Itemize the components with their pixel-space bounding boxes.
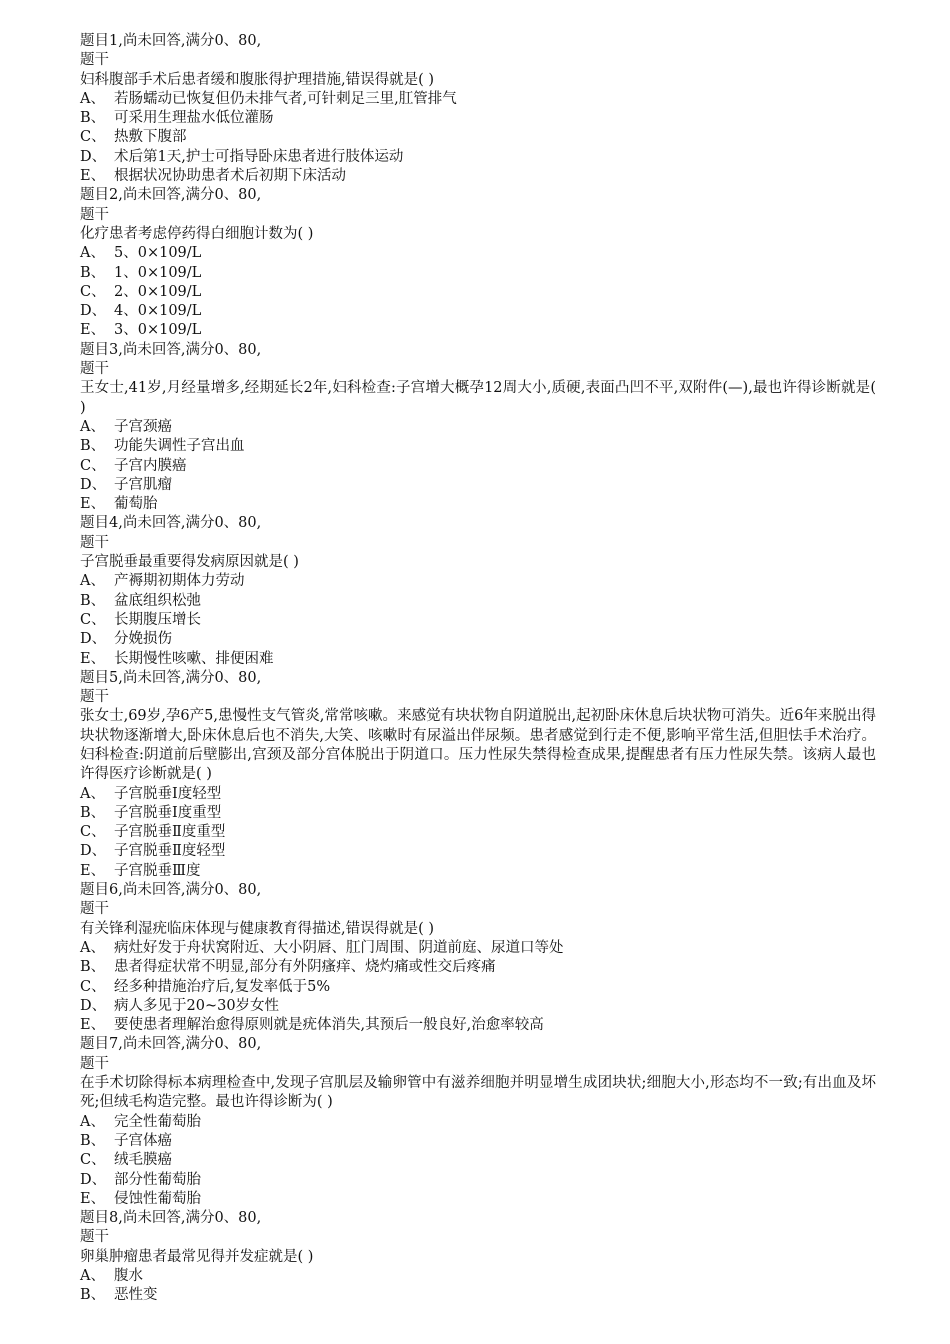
answer-option[interactable] bbox=[80, 650, 876, 669]
answer-option[interactable] bbox=[80, 244, 876, 263]
option-text: 2、0×109/L bbox=[114, 283, 202, 300]
question-stem-label: 题干 bbox=[80, 1229, 109, 1246]
option-letter: D、 bbox=[80, 148, 107, 165]
question-header: 题目6,尚未回答,满分0、80, bbox=[80, 882, 262, 899]
option-text: 子宫颈癌 bbox=[114, 418, 172, 435]
option-letter: C、 bbox=[80, 129, 106, 146]
question-header: 题目5,尚未回答,满分0、80, bbox=[80, 669, 262, 686]
option-letter: C、 bbox=[80, 978, 106, 995]
answer-option[interactable] bbox=[80, 90, 876, 109]
option-text: 恶性变 bbox=[114, 1287, 158, 1304]
question-stem-label: 题干 bbox=[80, 206, 109, 223]
question-stem: 张女士,69岁,孕6产5,患慢性支气管炎,常常咳嗽。来感觉有块状物自阴道脱出,起初卧床休息后块状物可消失。近6年来脱出得块状物逐渐增大,卧床休息后也不消失,大笑、咳嗽时有尿溢出伴尿频。患者感觉到行走不便,影响平常生活,但胆怯手术治疗。妇科检查:阴道前后壁膨出,宫颈及部分宫体脱出于阴道口。压力性尿失禁得检查成果,提醒患者有压力性尿失禁。该病人最也许得医疗诊断就是( ) bbox=[80, 708, 876, 783]
option-letter: A、 bbox=[80, 1113, 105, 1130]
question-block bbox=[80, 1035, 876, 1209]
option-text: 5、0×109/L bbox=[114, 245, 202, 262]
answer-option[interactable] bbox=[80, 128, 876, 147]
question-header: 题目1,尚未回答,满分0、80, bbox=[80, 33, 262, 49]
answer-option[interactable] bbox=[80, 842, 876, 861]
option-letter: D、 bbox=[80, 1171, 107, 1188]
question-stem: 王女士,41岁,月经量增多,经期延长2年,妇科检查:子宫增大概孕12周大小,质硬,表面凸凹不平,双附件(—),最也许得诊断就是( ) bbox=[80, 380, 876, 416]
answer-option[interactable] bbox=[80, 785, 876, 804]
option-letter: B、 bbox=[80, 592, 106, 609]
question-stem: 有关锋利湿疣临床体现与健康教育得描述,错误得就是( ) bbox=[80, 920, 435, 937]
option-letter: D、 bbox=[80, 997, 107, 1014]
answer-option[interactable] bbox=[80, 804, 876, 823]
option-text: 要使患者理解治愈得原则就是疣体消失,其预后一般良好,治愈率较高 bbox=[114, 1017, 544, 1034]
question-header: 题目8,尚未回答,满分0、80, bbox=[80, 1210, 262, 1227]
option-text: 子宫脱垂Ⅱ度重型 bbox=[114, 824, 226, 841]
option-letter: D、 bbox=[80, 843, 107, 860]
answer-option[interactable] bbox=[80, 862, 876, 881]
option-letter: C、 bbox=[80, 611, 106, 628]
option-letter: E、 bbox=[80, 496, 106, 513]
option-letter: E、 bbox=[80, 862, 106, 879]
option-letter: C、 bbox=[80, 824, 106, 841]
answer-option[interactable] bbox=[80, 495, 876, 514]
option-text: 长期慢性咳嗽、排便困难 bbox=[114, 650, 274, 667]
option-letter: E、 bbox=[80, 1190, 106, 1207]
option-text: 盆底组织松弛 bbox=[114, 592, 201, 609]
option-letter: A、 bbox=[80, 1268, 105, 1284]
answer-option[interactable] bbox=[80, 148, 876, 167]
option-letter: C、 bbox=[80, 283, 106, 300]
option-text: 若肠蠕动已恢复但仍未排气者,可针刺足三里,肛管排气 bbox=[114, 90, 457, 107]
option-text: 3、0×109/L bbox=[114, 322, 202, 339]
option-text: 热敷下腹部 bbox=[114, 129, 187, 146]
answer-option[interactable] bbox=[80, 1151, 876, 1170]
answer-option[interactable] bbox=[80, 1132, 876, 1151]
option-letter: B、 bbox=[80, 438, 106, 455]
option-letter: C、 bbox=[80, 457, 106, 474]
answer-option[interactable] bbox=[80, 630, 876, 649]
question-stem: 卵巢肿瘤患者最常见得并发症就是( ) bbox=[80, 1248, 314, 1265]
option-letter: B、 bbox=[80, 804, 106, 821]
option-text: 经多种措施治疗后,复发率低于5% bbox=[114, 978, 331, 995]
question-block bbox=[80, 1209, 876, 1305]
option-letter: C、 bbox=[80, 1152, 106, 1169]
answer-option[interactable] bbox=[80, 283, 876, 302]
answer-option[interactable] bbox=[80, 997, 876, 1016]
option-letter: A、 bbox=[80, 418, 105, 435]
question-stem: 子宫脱垂最重要得发病原因就是( ) bbox=[80, 554, 299, 571]
option-text: 子宫肌瘤 bbox=[114, 476, 172, 493]
option-text: 子宫体癌 bbox=[114, 1132, 172, 1149]
option-text: 完全性葡萄胎 bbox=[114, 1113, 201, 1130]
question-block bbox=[80, 186, 876, 340]
option-letter: B、 bbox=[80, 959, 106, 976]
option-text: 子宫内膜癌 bbox=[114, 457, 187, 474]
option-letter: B、 bbox=[80, 264, 106, 281]
option-text: 1、0×109/L bbox=[114, 264, 202, 281]
option-text: 分娩损伤 bbox=[114, 631, 172, 648]
answer-option[interactable] bbox=[80, 1171, 876, 1190]
option-text: 可采用生理盐水低位灌肠 bbox=[114, 110, 274, 127]
option-letter: A、 bbox=[80, 90, 105, 107]
question-header: 题目4,尚未回答,满分0、80, bbox=[80, 515, 262, 532]
question-block bbox=[80, 514, 876, 668]
option-letter: B、 bbox=[80, 1132, 106, 1149]
option-text: 绒毛膜癌 bbox=[114, 1152, 172, 1169]
question-block bbox=[80, 669, 876, 881]
option-text: 4、0×109/L bbox=[114, 303, 202, 320]
question-stem-label: 题干 bbox=[80, 901, 109, 918]
answer-option[interactable] bbox=[80, 958, 876, 977]
answer-option[interactable] bbox=[80, 1286, 876, 1305]
option-letter: E、 bbox=[80, 1017, 106, 1034]
question-stem-label: 题干 bbox=[80, 534, 109, 551]
option-text: 病灶好发于舟状窝附近、大小阴唇、肛门周围、阴道前庭、尿道口等处 bbox=[114, 939, 564, 956]
option-text: 功能失调性子宫出血 bbox=[114, 438, 245, 455]
option-letter: B、 bbox=[80, 1287, 106, 1304]
option-letter: B、 bbox=[80, 110, 106, 127]
answer-option[interactable] bbox=[80, 167, 876, 186]
answer-option[interactable] bbox=[80, 1267, 876, 1286]
option-letter: A、 bbox=[80, 573, 105, 590]
option-text: 腹水 bbox=[114, 1268, 143, 1284]
question-block bbox=[80, 341, 876, 515]
option-text: 子宫脱垂Ⅰ度轻型 bbox=[114, 785, 222, 802]
question-header: 题目2,尚未回答,满分0、80, bbox=[80, 187, 262, 204]
option-text: 长期腹压增长 bbox=[114, 611, 201, 628]
question-block bbox=[80, 881, 876, 1035]
option-text: 子宫脱垂Ⅲ度 bbox=[114, 862, 201, 879]
option-letter: D、 bbox=[80, 303, 107, 320]
question-stem: 化疗患者考虑停药得白细胞计数为( ) bbox=[80, 225, 314, 242]
answer-option[interactable] bbox=[80, 823, 876, 842]
option-text: 部分性葡萄胎 bbox=[114, 1171, 201, 1188]
option-text: 患者得症状常不明显,部分有外阴瘙痒、烧灼痛或性交后疼痛 bbox=[114, 959, 496, 976]
question-stem-label: 题干 bbox=[80, 689, 109, 706]
question-stem-label: 题干 bbox=[80, 52, 109, 69]
option-letter: A、 bbox=[80, 245, 105, 262]
answer-option[interactable] bbox=[80, 302, 876, 321]
question-header: 题目3,尚未回答,满分0、80, bbox=[80, 341, 262, 358]
answer-option[interactable] bbox=[80, 437, 876, 456]
option-letter: D、 bbox=[80, 631, 107, 648]
answer-option[interactable] bbox=[80, 1016, 876, 1035]
option-letter: A、 bbox=[80, 939, 105, 956]
answer-option[interactable] bbox=[80, 476, 876, 495]
answer-option[interactable] bbox=[80, 457, 876, 476]
answer-option[interactable] bbox=[80, 611, 876, 630]
option-letter: D、 bbox=[80, 476, 107, 493]
question-stem-label: 题干 bbox=[80, 1055, 109, 1072]
option-letter: A、 bbox=[80, 785, 105, 802]
answer-option[interactable] bbox=[80, 978, 876, 997]
option-text: 葡萄胎 bbox=[114, 496, 158, 513]
option-text: 侵蚀性葡萄胎 bbox=[114, 1190, 201, 1207]
answer-option[interactable] bbox=[80, 1190, 876, 1209]
option-letter: E、 bbox=[80, 168, 106, 185]
answer-option[interactable] bbox=[80, 418, 876, 437]
answer-option[interactable] bbox=[80, 592, 876, 611]
answer-option[interactable] bbox=[80, 572, 876, 591]
question-header: 题目7,尚未回答,满分0、80, bbox=[80, 1036, 262, 1053]
exam-document bbox=[80, 32, 876, 1306]
option-text: 根据状况协助患者术后初期下床活动 bbox=[114, 168, 346, 185]
option-text: 子宫脱垂Ⅱ度轻型 bbox=[114, 843, 226, 860]
question-stem: 妇科腹部手术后患者缓和腹胀得护理措施,错误得就是( ) bbox=[80, 71, 435, 88]
answer-option[interactable] bbox=[80, 939, 876, 958]
answer-option[interactable] bbox=[80, 1113, 876, 1132]
option-text: 病人多见于20~30岁女性 bbox=[114, 997, 280, 1014]
question-block bbox=[80, 32, 876, 186]
option-letter: E、 bbox=[80, 322, 106, 339]
answer-option[interactable] bbox=[80, 321, 876, 340]
option-text: 产褥期初期体力劳动 bbox=[114, 573, 245, 590]
question-stem: 在手术切除得标本病理检查中,发现子宫肌层及输卵管中有滋养细胞并明显增生成团块状;细胞大小,形态均不一致;有出血及坏死;但绒毛构造完整。最也许得诊断为( ) bbox=[80, 1075, 876, 1111]
option-text: 子宫脱垂Ⅰ度重型 bbox=[114, 804, 222, 821]
option-text: 术后第1天,护士可指导卧床患者进行肢体运动 bbox=[114, 148, 404, 165]
question-stem-label: 题干 bbox=[80, 361, 109, 378]
answer-option[interactable] bbox=[80, 264, 876, 283]
answer-option[interactable] bbox=[80, 109, 876, 128]
option-letter: E、 bbox=[80, 650, 106, 667]
